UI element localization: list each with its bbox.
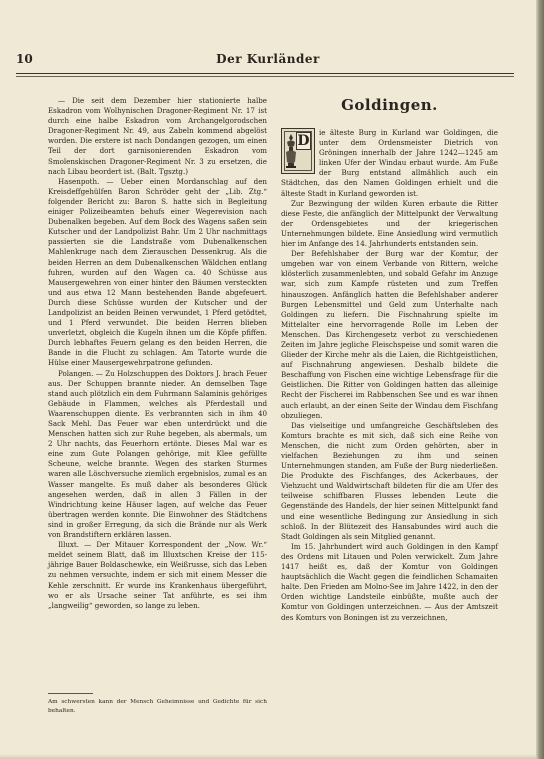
- left-paragraph-dragoons: — Die seit dem Dezember hier stationierte halbe Eskadron vom Wolhynischen Dragoner-Regiment Nr. 17 ist durch eine halbe Eskadron vom Archangelgorodschen Dragoner-Regiment Nr. 49, aus Zabeln kommend abgelöst worden. Die erstere ist nach Dondangen gezogen, um einen Teil der dort garnisonierenden Eskadron vom Smolenskischen Dragoner-Regiment Nr. 3 zu ersetzen, die nach Libau beordert ist. (Balt. Tgsztg.): [48, 96, 267, 176]
- left-paragraph-illuxt: Illuxt. — Der Mitauer Korrespondent der „Now. Wr.“ meldet seinem Blatt, daß im Illuxtschen Kreise der 115-jährige Bauer Boldaschewke, ein Weißrusse, sich das Leben zu nehmen versuchte, indem er sich mit einem Messer die Kehle zerschnitt. Er wurde ins Krankenhaus übergeführt, wo er als Ursache seiner Tat anführte, es sei ihm „langweilig“ geworden, so lange zu leben.: [48, 540, 267, 610]
- page-number: 10: [16, 52, 33, 66]
- left-paragraph-hasenpoth: Hasenpoth. — Ueber einen Mordanschlag auf den Kreisdeffgehülfen Baron Schröder geht der „Lib. Ztg.“ folgender Bericht zu: Baron S. hatte sich in Begleitung einiger Polizeibeamten behufs einer Wegerevision nach Dubenalken begeben. Auf dem Bock des Wagens saßen sein Kutscher und der Landpolizist Bahr. Um 2 Uhr nachmittags passierten sie die Landstraße vom Dubenalkenschen Mahlenkruge nach dem Zierauschen Dessenkrug. Als die beiden Herren an dem Dubenalkenschen Wäldchen entlang fuhren, wurden auf den Wagen ca. 40 Schüsse aus Mausergewehren von einer hinter den Bäumen versteckten und aus etwa 12 Mann bestehenden Bande abgefeuert. Durch diese Schüsse wurden der Kutscher und der Landpolizist an beiden Beinen verwundet, 1 Pferd getödtet, und 1 Pferd verwundet. Die beiden Herren blieben unverletzt, obgleich die Kugeln ihnen um die Köpfe pfiffen. Durch lebhaftes Feuern gelang es den beiden Herren, die Bande in die Flucht zu schlagen. Am Tatorte wurde die Hülse einer Mausergewehrpatrone gefunden.: [48, 176, 267, 368]
- right-paragraph-business-life: Das vielseitige und umfangreiche Geschäftsleben des Komturs brachte es mit sich, daß sich eine Reihe von Menschen, die nicht zum Orden gehörten, aber in vielfachen Beziehungen zu ihm und seinen Unternehmungen standen, am Fuße der Burg niederließen. Die Produkte des Fischfanges, des Ackerbaues, der Viehzucht und Waldwirtschaft bildeten für die am Ufer des teilweise schiffbaren Flusses lebenden Leute die Gegenstände des Handels, der hier seinen Mittelpunkt fand und eine wesentliche Bedingung zur Ansiedlung in sich schloß. In der Blütezeit des Hansabundes wird auch die Stadt Goldingen als sein Mitglied genannt.: [281, 420, 498, 541]
- drop-cap-letter: D: [297, 133, 310, 149]
- bottom-shadow: [0, 754, 536, 759]
- right-paragraph-commander: Der Befehlshaber der Burg war der Komtur, der umgeben war von einem Verbande von Rittern, welche klösterlich zusammenlebten, und sobald Gefahr im Anzuge war, sich zum Kampfe rüsteten und zum Treffen hinauszogen. Anfänglich hatten die Befehlshaber anderer Burgen Lebensmittel und Geld zum Unterhalte nach Goldingen zu liefern. Die Fischnahrung spielte im Mittelalter eine hervorragende Rolle im Leben der Menschen. Das Kirchengesetz verbot zu verschiedenen Zeiten im Jahre jegliche Fleischspeise und somit waren die Glieder der Kirche mehr als die Laien, die Richtgeistlichen, auf Fischnahrung angewiesen. Deshalb bildete die Beschaffung von Fischen eine wichtige Lebensfrage für die Geistlichen. Die Ritter von Goldingen hatten das alleinige Recht der Fischerei im Rabbenschen See und es war ihnen auch erlaubt, an der einen Seite der Windau dem Fischfang obzuliegen.: [281, 249, 498, 420]
- book-spine-edge: [536, 0, 544, 759]
- right-paragraph-fortress: Zur Bezwingung der wilden Kuren erbaute die Ritter diese Feste, die anfänglich der Mittelpunkt der Verwaltung der Ordensgebietes und der kriegerischen Unternehmungen bildete. Eine Ansiedlung wird vermutlich hier im Anfange des 14. Jahrhunderts entstanden sein.: [281, 198, 498, 249]
- footnote-rule: [48, 693, 93, 694]
- drop-cap-ornament: [281, 128, 315, 174]
- left-paragraph-polangen: Polangen. — Zu Holzschuppen des Doktors J. brach Feuer aus. Der Schuppen brannte nieder. An demselben Tage stand auch plötzlich ein dem Fuhrmann Salaminis gehöriges Gebäude in Flammen, welches als Pferdestall und Waarenschuppen diente. Es verbrannten sich in ihm 40 Sack Mehl. Das Feuer war eben unterdrückt und die Menschen hatten sich zur Ruhe begeben, als abermals, um 2 Uhr nachts, das Feuerhorn ertönte. Dieses Mal war es eine zum Gute Polangen gehörige, mit Klee gefüllte Scheune, welche brannte. Wegen des starken Sturmes waren alle Löschversuche ziemlich ergebnislos, zumal es an Wasser mangelte. Es muß daher als besonderes Glück angesehen werden, daß in allen 3 Fällen in der Windrichtung keine Häuser lagen, auf welche das Feuer übertragen werden konnte. Die Einwohner des Städtchens sind in großer Erregung, da sich die Brände nur als Werk von Brandstiftern erklären lassen.: [48, 368, 267, 540]
- right-column: [281, 128, 498, 623]
- section-title: Goldingen.: [341, 96, 438, 114]
- running-title: Der Kurländer: [216, 52, 320, 66]
- right-paragraph-fifteenth-century: Im 15. Jahrhundert wird auch Goldingen in den Kampf des Ordens mit Litauen und Polen verwickelt. Zum Jahre 1417 heißt es, daß der Komtur von Goldingen hauptsächlich die Wacht gegen die feindlichen Schamaiten halte. Den Frieden am Molno-See im Jahre 1422, in den der Orden wichtige Landsteile einbüßte, mußte auch der Komtur von Goldingen unterzeichnen. — Aus der Amtszeit des Komturs von Boningen ist zu verzeichnen,: [281, 541, 498, 622]
- footnote: Am schwersten kann der Mensch Geheimnisse und Gedichte für sich behalten.: [48, 699, 267, 714]
- left-column: [48, 96, 267, 611]
- right-paragraph-oldest-castle: ie älteste Burg in Kurland war Goldingen, die unter dem Ordensmeister Dietrich von Gröningen innerhalb der Jahre 1242—1245 am linken Ufer der Windau erbaut wurde. Am Fuße der Burg entstand allmählich auch ein Städtchen, das den Namen Goldingen erhielt und die älteste Stadt in Kurland geworden ist.: [281, 128, 498, 198]
- header-rule-top: [16, 73, 514, 74]
- header-rule-bottom: [16, 76, 514, 77]
